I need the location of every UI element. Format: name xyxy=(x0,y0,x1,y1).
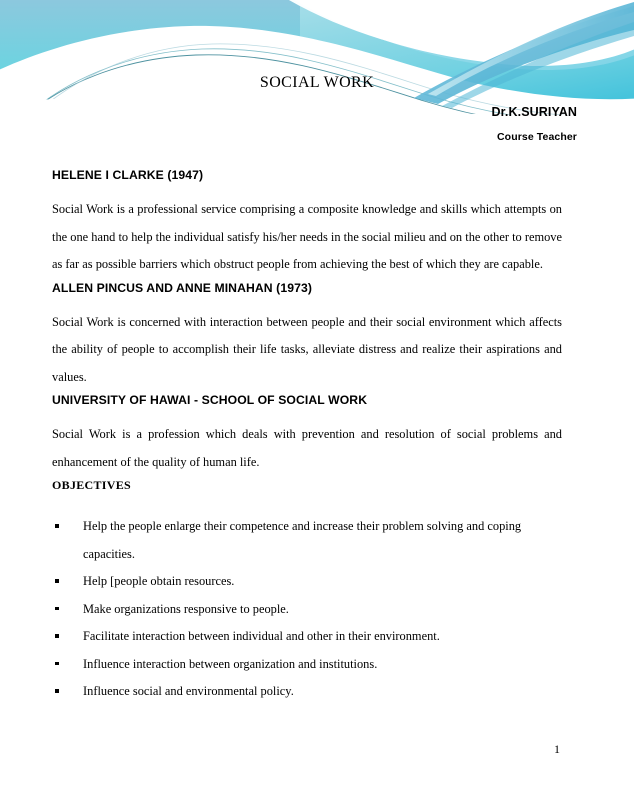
spacer xyxy=(52,183,562,196)
list-item xyxy=(52,623,562,651)
list-item xyxy=(52,678,562,706)
section-body-pincus-minahan: Social Work is concerned with interaction between people and their social environment which affects the ability of people to accomplish their life tasks, alleviate distress and realize their aspirations and values. xyxy=(52,314,562,384)
list-item xyxy=(52,651,562,679)
list-item-label: Facilitate interaction between individual and other in their environment. xyxy=(83,629,440,643)
section-body-helene-clarke: Social Work is a professional service comprising a composite knowledge and skills which attempts on the one hand to help the individual satisfy his/her needs in the social milieu and on the other to remove as far as possible barriers which obstruct people from achieving the best of which they are capable. xyxy=(52,202,562,271)
section-heading-pincus-minahan: ALLEN PINCUS AND ANNE MINAHAN (1973) xyxy=(52,280,313,295)
author-role: Course Teacher xyxy=(497,131,577,143)
list-item xyxy=(52,568,562,596)
bullet-square-icon xyxy=(55,662,59,666)
spacer xyxy=(52,408,562,421)
section-heading-university-hawai: UNIVERSITY OF HAWAI - SCHOOL OF SOCIAL WORK xyxy=(52,393,368,407)
wave-banner-svg xyxy=(0,0,634,120)
list-item-label: Help the people enlarge their competence and increase their problem solving and coping capacities. xyxy=(83,519,522,561)
list-item xyxy=(52,596,562,624)
list-item-label: Influence social and environmental policy. xyxy=(83,684,294,698)
spacer xyxy=(52,296,562,309)
bullet-square-icon xyxy=(55,634,59,638)
objectives-list xyxy=(52,513,562,706)
wave-banner-art xyxy=(0,0,634,120)
list-item-label: Influence interaction between organization and institutions. xyxy=(83,656,378,671)
list-item xyxy=(52,513,562,568)
list-item-label: Make organizations responsive to people. xyxy=(83,601,289,616)
document-body xyxy=(52,168,562,706)
section-heading-helene-clarke: HELENE I CLARKE (1947) xyxy=(52,168,204,182)
section-heading-objectives: OBJECTIVES xyxy=(52,478,132,492)
spacer xyxy=(52,493,562,513)
page-title: SOCIAL WORK xyxy=(259,74,375,91)
section-body-university-hawai: Social Work is a profession which deals with prevention and resolution of social problems and enhancement of the quality of human life. xyxy=(52,427,562,469)
page-number: 1 xyxy=(554,742,560,756)
author-name: Dr.K.SURIYAN xyxy=(491,105,577,119)
bullet-square-icon xyxy=(55,689,59,693)
bullet-square-icon xyxy=(55,524,59,528)
author-block xyxy=(277,104,577,145)
bullet-square-icon xyxy=(55,607,59,611)
bullet-square-icon xyxy=(55,579,59,583)
list-item-label: Help [people obtain resources. xyxy=(83,574,235,588)
